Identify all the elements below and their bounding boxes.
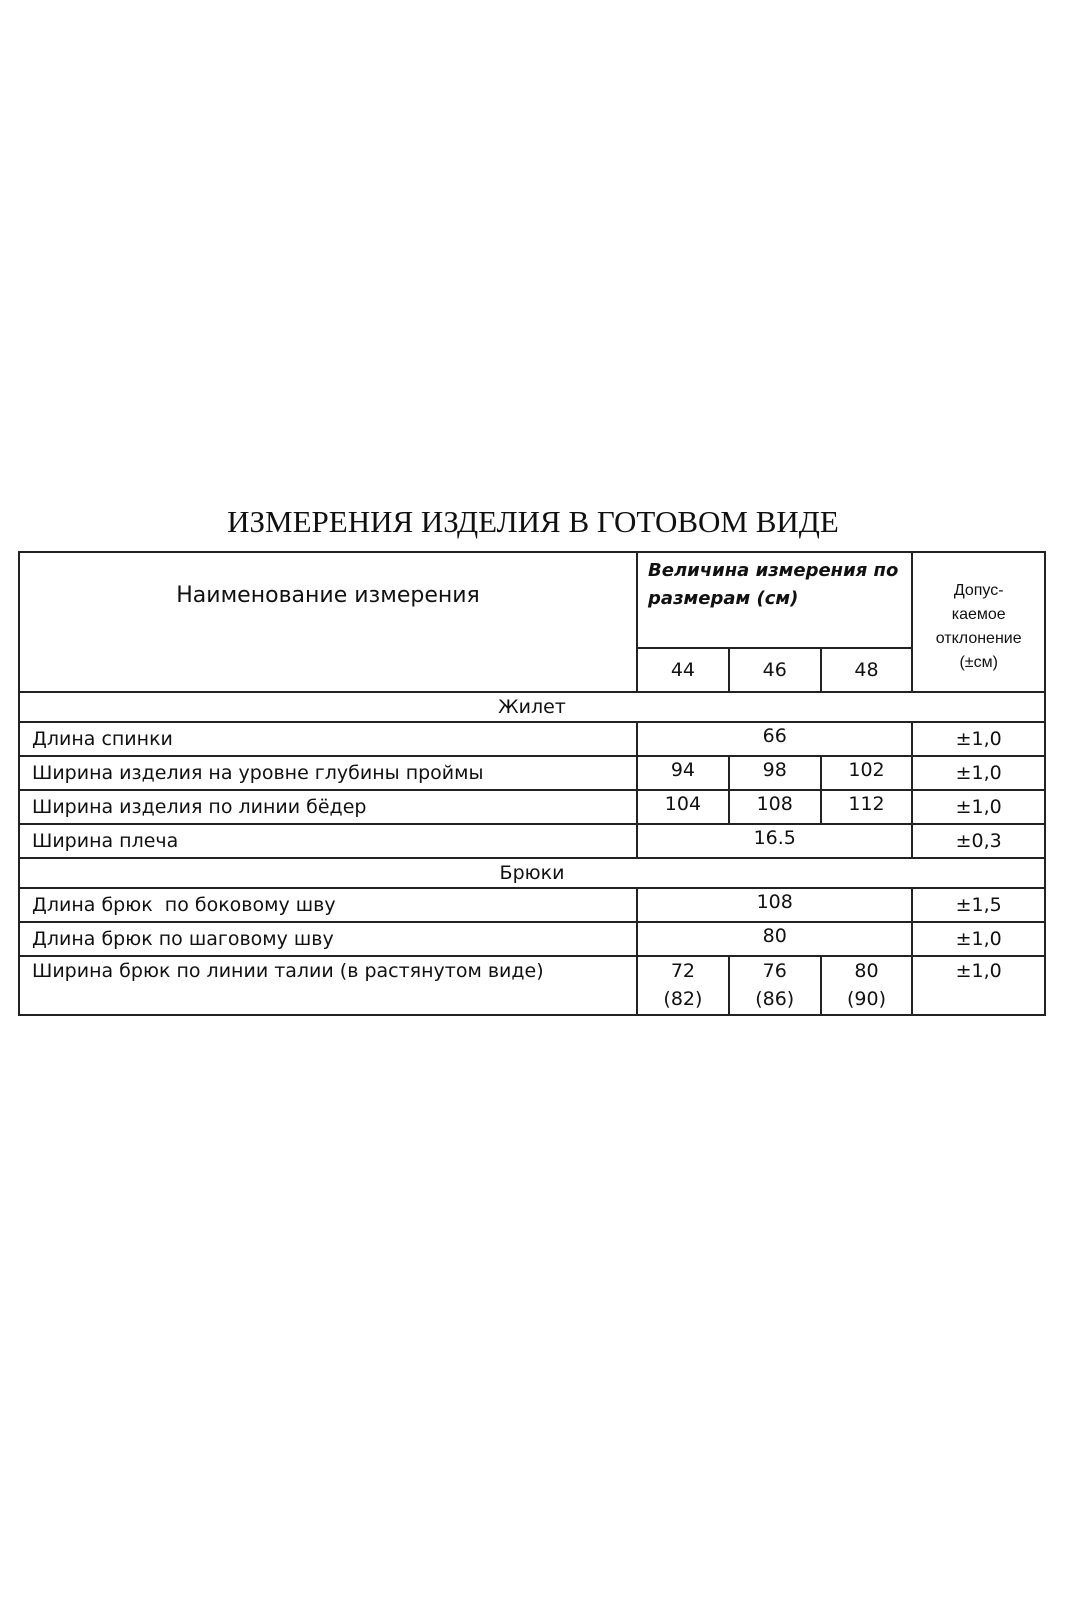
- header-size-group: Величина измерения по размерам (см): [637, 552, 912, 648]
- measurement-name: Ширина брюк по линии талии (в растянутом виде): [19, 956, 637, 1015]
- measurement-value: [729, 956, 821, 1015]
- size-44: 44: [637, 648, 729, 692]
- measurements-table: [18, 551, 1046, 1016]
- measurement-name: Ширина изделия по линии бёдер: [19, 790, 637, 824]
- measurement-tolerance: ±1,0: [912, 756, 1045, 790]
- measurement-value: 66: [637, 722, 912, 756]
- value-alt: (86): [755, 988, 795, 1010]
- table-row: [19, 956, 1045, 1015]
- measurement-value: 98: [729, 756, 821, 790]
- measurement-value: 108: [637, 888, 912, 922]
- measurement-name: Длина брюк по шаговому шву: [19, 922, 637, 956]
- size-46: 46: [729, 648, 821, 692]
- measurement-tolerance: ±1,0: [912, 722, 1045, 756]
- measurement-name: Ширина плеча: [19, 824, 637, 858]
- table-row: [19, 756, 1045, 790]
- table-row: [19, 922, 1045, 956]
- section-title-vest: Жилет: [19, 692, 1045, 722]
- section-row: [19, 692, 1045, 722]
- table-header-row: [19, 552, 1045, 648]
- header-tolerance-line: Допус-: [953, 582, 1004, 599]
- measurement-value: 108: [729, 790, 821, 824]
- measurement-value: 80: [637, 922, 912, 956]
- header-measurement-name: Наименование измерения: [19, 552, 637, 692]
- measurement-name: Длина спинки: [19, 722, 637, 756]
- measurement-name: Ширина изделия на уровне глубины проймы: [19, 756, 637, 790]
- measurement-value: 102: [821, 756, 913, 790]
- measurement-tolerance: ±1,5: [912, 888, 1045, 922]
- header-tolerance: [912, 552, 1045, 692]
- table-row: [19, 824, 1045, 858]
- measurement-tolerance: ±1,0: [912, 790, 1045, 824]
- measurement-value: 104: [637, 790, 729, 824]
- page-title: ИЗМЕРЕНИЯ ИЗДЕЛИЯ В ГОТОВОМ ВИДЕ: [227, 504, 839, 539]
- section-row: [19, 858, 1045, 888]
- measurement-value: 94: [637, 756, 729, 790]
- header-tolerance-line: (±см): [959, 654, 998, 671]
- measurement-value: 16.5: [637, 824, 912, 858]
- value-main: 72: [670, 960, 696, 982]
- measurement-value: 112: [821, 790, 913, 824]
- table-row: [19, 790, 1045, 824]
- value-alt: (90): [846, 988, 886, 1010]
- table-row: [19, 888, 1045, 922]
- value-alt: (82): [663, 988, 703, 1010]
- value-main: 76: [762, 960, 787, 982]
- measurement-value: [821, 956, 913, 1015]
- measurement-name: Длина брюк по боковому шву: [19, 888, 637, 922]
- size-48: 48: [821, 648, 913, 692]
- header-tolerance-line: каемое: [951, 606, 1006, 623]
- measurement-tolerance: ±1,0: [912, 922, 1045, 956]
- measurement-value: [637, 956, 729, 1015]
- value-main: 80: [854, 960, 879, 982]
- header-tolerance-line: отклонение: [935, 630, 1022, 647]
- measurement-tolerance: ±0,3: [912, 824, 1045, 858]
- measurement-tolerance: ±1,0: [912, 956, 1045, 1015]
- section-title-trousers: Брюки: [19, 858, 1045, 888]
- table-row: [19, 722, 1045, 756]
